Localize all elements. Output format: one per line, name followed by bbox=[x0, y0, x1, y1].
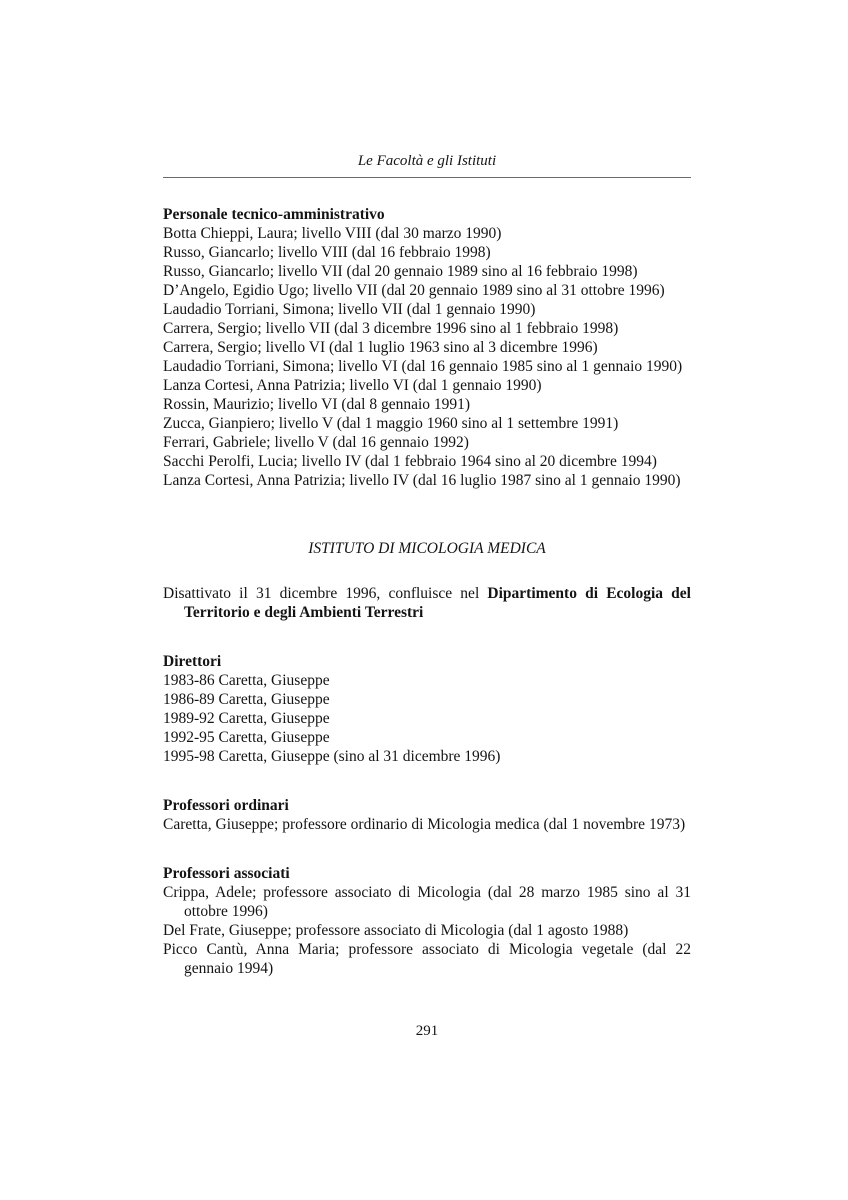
personnel-entry: Laudadio Torriani, Simona; livello VI (dal 16 gennaio 1985 sino al 1 gennaio 1990) bbox=[163, 358, 683, 375]
personnel-entry: Carrera, Sergio; livello VII (dal 3 dicembre 1996 sino al 1 febbraio 1998) bbox=[163, 320, 619, 337]
text-column bbox=[163, 0, 691, 978]
section-professori-associati bbox=[163, 864, 691, 978]
professor-entry: Del Frate, Giuseppe; professore associato di Micologia (dal 1 agosto 1988) bbox=[163, 922, 629, 939]
personnel-entry: Sacchi Perolfi, Lucia; livello IV (dal 1 febbraio 1964 sino al 20 dicembre 1994) bbox=[163, 453, 657, 470]
director-entry: 1989-92 Caretta, Giuseppe bbox=[163, 710, 330, 727]
personnel-entry: Lanza Cortesi, Anna Patrizia; livello IV (dal 16 luglio 1987 sino al 1 gennaio 1990) bbox=[163, 472, 681, 489]
institute-note bbox=[163, 584, 691, 622]
personnel-entry: Botta Chieppi, Laura; livello VIII (dal 30 marzo 1990) bbox=[163, 225, 502, 242]
institute-title: ISTITUTO DI MICOLOGIA MEDICA bbox=[308, 540, 546, 557]
personnel-entry: Carrera, Sergio; livello VI (dal 1 luglio 1963 sino al 3 dicembre 1996) bbox=[163, 339, 598, 356]
director-entry: 1995-98 Caretta, Giuseppe (sino al 31 dicembre 1996) bbox=[163, 748, 501, 765]
section-professori-ordinari bbox=[163, 796, 691, 834]
director-entry: 1983-86 Caretta, Giuseppe bbox=[163, 672, 330, 689]
personnel-entry: D’Angelo, Egidio Ugo; livello VII (dal 20 gennaio 1989 sino al 31 ottobre 1996) bbox=[163, 282, 665, 299]
director-entry: 1986-89 Caretta, Giuseppe bbox=[163, 691, 330, 708]
section-heading-personale: Personale tecnico-amministrativo bbox=[163, 206, 385, 223]
professor-entry: Crippa, Adele; professore associato di Micologia (dal 28 marzo 1985 sino al 31 ottobre 1996) bbox=[163, 884, 691, 920]
personnel-entry: Zucca, Gianpiero; livello V (dal 1 maggio 1960 sino al 1 settembre 1991) bbox=[163, 415, 619, 432]
personnel-entry: Ferrari, Gabriele; livello V (dal 16 gennaio 1992) bbox=[163, 434, 469, 451]
professor-entry: Picco Cantù, Anna Maria; professore associato di Micologia vegetale (dal 22 gennaio 1994) bbox=[163, 941, 691, 977]
professor-entry: Caretta, Giuseppe; professore ordinario di Micologia medica (dal 1 novembre 1973) bbox=[163, 816, 686, 833]
institute-note-department: Dipartimento di Ecologia del Territorio e degli Ambienti Terrestri bbox=[184, 585, 691, 621]
header-rule bbox=[163, 177, 691, 178]
page-number: 291 bbox=[415, 1023, 439, 1039]
section-heading-direttori: Direttori bbox=[163, 653, 222, 670]
institute-note-text: Disattivato il 31 dicembre 1996, confluisce nel bbox=[163, 585, 488, 602]
personnel-entry: Russo, Giancarlo; livello VII (dal 20 gennaio 1989 sino al 16 febbraio 1998) bbox=[163, 263, 638, 280]
running-head: Le Facoltà e gli Istituti bbox=[357, 153, 497, 169]
personnel-entry: Russo, Giancarlo; livello VIII (dal 16 febbraio 1998) bbox=[163, 244, 491, 261]
personnel-entry: Lanza Cortesi, Anna Patrizia; livello VI (dal 1 gennaio 1990) bbox=[163, 377, 542, 394]
section-personale bbox=[163, 205, 691, 490]
personnel-entry: Rossin, Maurizio; livello VI (dal 8 gennaio 1991) bbox=[163, 396, 471, 413]
section-heading-professori-ordinari: Professori ordinari bbox=[163, 797, 289, 814]
section-direttori bbox=[163, 652, 691, 766]
personnel-entry: Laudadio Torriani, Simona; livello VII (dal 1 gennaio 1990) bbox=[163, 301, 536, 318]
director-entry: 1992-95 Caretta, Giuseppe bbox=[163, 729, 330, 746]
section-heading-professori-associati: Professori associati bbox=[163, 865, 290, 882]
